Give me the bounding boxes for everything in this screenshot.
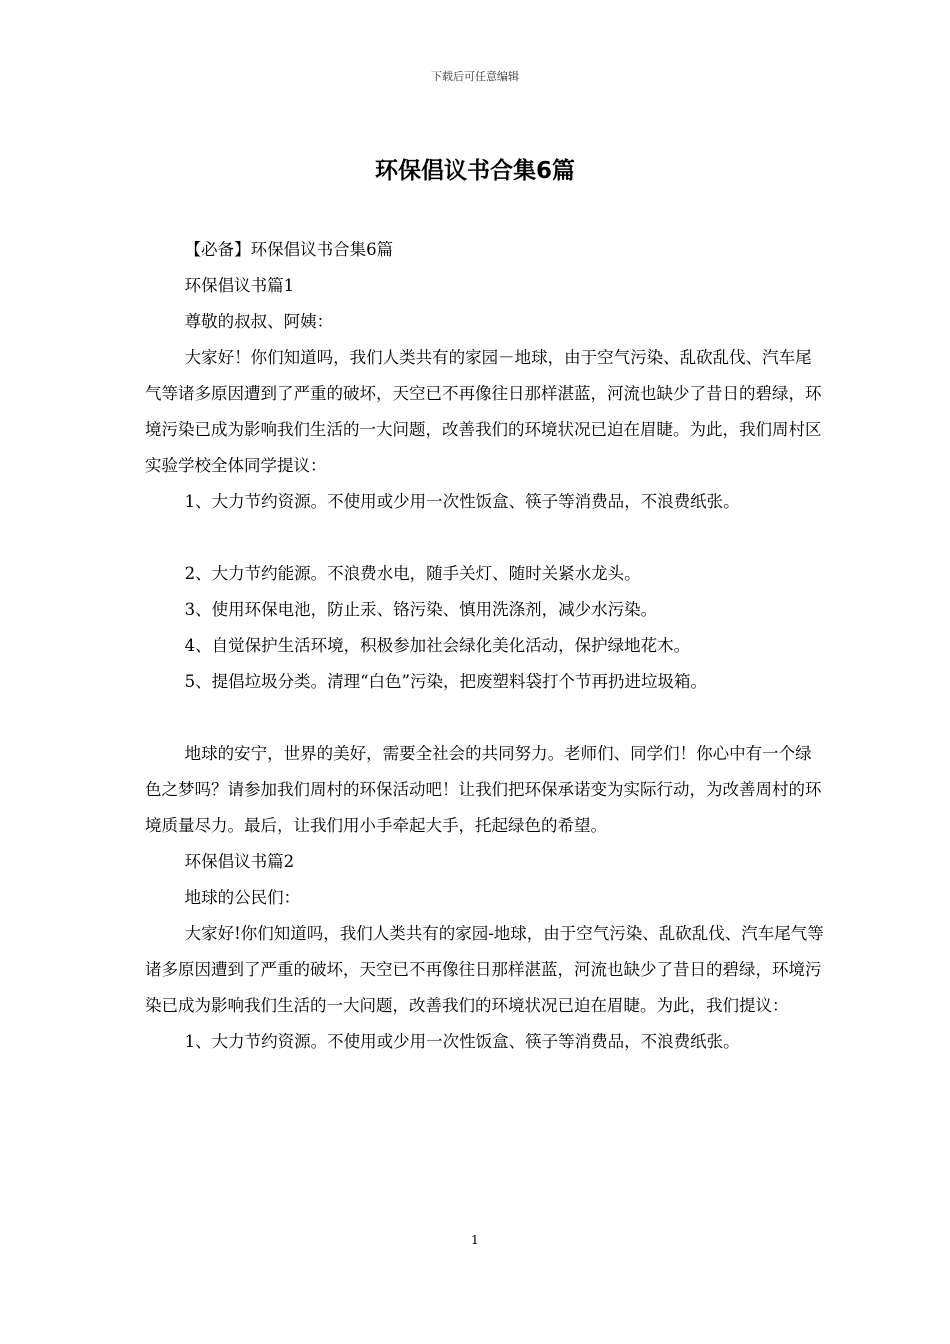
list-item-2: 2、大力节约能源。不浪费水电，随手关灯、随时关紧水龙头。 — [184, 564, 641, 583]
subtitle-paragraph: 【必备】环保倡议书合集6篇 — [184, 240, 394, 259]
list-item-5: 5、提倡垃圾分类。清理“白色”污染，把废塑料袋打个节再扔进垃圾箱。 — [184, 672, 707, 691]
body-paragraph: 大家好!你们知道吗，我们人类共有的家园-地球，由于空气污染、乱砍乱伐、汽车尾气等诸多原因遭到了严重的破坏，天空已不再像往日那样湛蓝，河流也缺少了昔日的碧绿，环境污染已成为影响我们生活的一大问题，改善我们的环境状况已迫在眉睫。为此，我们提议： — [145, 924, 824, 1015]
paragraph-gap — [145, 520, 825, 556]
body-paragraph: 地球的安宁，世界的美好，需要全社会的共同努力。老师们、同学们！你心中有一个绿色之梦吗？请参加我们周村的环保活动吧！让我们把环保承诺变为实际行动，为改善周村的环境质量尽力。最后，让我们用小手牵起大手，托起绿色的希望。 — [145, 744, 822, 835]
page-number: 1 — [471, 1233, 479, 1247]
section-heading-2: 环保倡议书篇2 — [184, 852, 295, 871]
list-item-4: 4、自觉保护生活环境，积极参加社会绿化美化活动，保护绿地花木。 — [184, 636, 691, 655]
page-header-note: 下载后可任意编辑 — [431, 70, 519, 83]
list-item-3: 3、使用环保电池，防止汞、铬污染、慎用洗涤剂，减少水污染。 — [184, 600, 658, 619]
salutation-2: 地球的公民们： — [184, 888, 301, 907]
salutation-1: 尊敬的叔叔、阿姨： — [184, 312, 334, 331]
paragraph-gap — [145, 700, 825, 736]
section-heading-1: 环保倡议书篇1 — [184, 276, 295, 295]
list-item-1: 1、大力节约资源。不使用或少用一次性饭盒、筷子等消费品，不浪费纸张。 — [184, 492, 740, 511]
document-body — [145, 232, 825, 1060]
document-title: 环保倡议书合集6篇 — [374, 158, 575, 184]
body-paragraph: 大家好！你们知道吗，我们人类共有的家园－地球，由于空气污染、乱砍乱伐、汽车尾气等诸多原因遭到了严重的破坏，天空已不再像往日那样湛蓝，河流也缺少了昔日的碧绿，环境污染已成为影响我们生活的一大问题，改善我们的环境状况已迫在眉睫。为此，我们周村区实验学校全体同学提议： — [145, 348, 822, 475]
list-item-1: 1、大力节约资源。不使用或少用一次性饭盒、筷子等消费品，不浪费纸张。 — [184, 1032, 740, 1051]
